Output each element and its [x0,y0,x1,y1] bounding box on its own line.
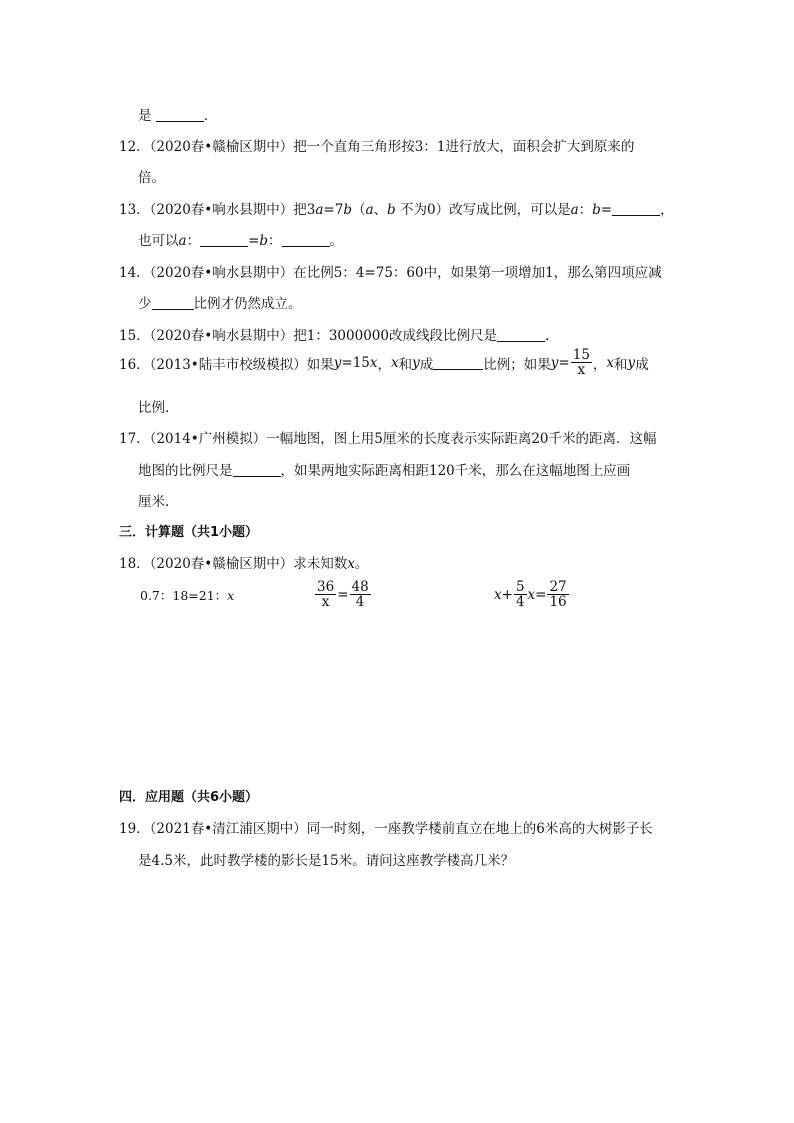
answer-blank[interactable] [433,356,483,370]
fraction: $\frac{48}{4}$ [351,579,369,611]
question-16-line-1: 16．（2013•陆丰市校级模拟）如果 y =15 x ， x 和 y 成 比例；如果 y = $\frac{15}{x}$ ， x 和 y 成 [119,347,649,379]
question-18: 18．（2020春•赣榆区期中）求未知数x。 [119,556,369,572]
answer-blank[interactable] [612,202,660,216]
equation-3: x + $\frac{5}{4}$ x = $\frac{27}{16}$ [494,579,567,611]
question-19-line-1: 19．（2021春•清江浦区期中）同一时刻，一座教学楼前直立在地上的6米高的大树影子长 [119,821,653,837]
fraction: $\frac{27}{16}$ [549,579,567,611]
question-16-line-2: 比例. [138,400,170,416]
question-14-line-2: 少 比例才仍然成立。 [138,296,302,312]
answer-blank[interactable] [282,233,330,247]
fraction: $\frac{15}{x}$ [572,347,590,379]
question-17-line-3: 厘米. [138,494,170,510]
section-heading-application: 四．应用题（共6小题） [119,790,259,805]
question-13-line-2: 也可以a： =b： 。 [138,233,344,249]
section-heading-calculation: 三．计算题（共1小题） [119,525,259,540]
fraction: $\frac{5}{4}$ [515,579,525,611]
answer-blank[interactable] [233,463,281,477]
question-12-line-2: 倍。 [138,170,165,186]
answer-blank[interactable] [152,296,194,310]
fraction: $\frac{36}{x}$ [317,579,335,611]
equation-1: 0.7：18=21： x [140,587,235,603]
question-14-line-1: 14．（2020春•响水县期中）在比例5：4=75：60中，如果第一项增加1，那么第四项应减 [119,265,662,281]
question-15: 15．（2020春•响水县期中）把1：3000000改成线段比例尺是 . [119,328,550,344]
question-19-line-2: 是4.5米，此时教学楼的影长是15米。请问这座教学楼高几米？ [138,853,515,869]
answer-blank[interactable] [200,233,248,247]
question-12-line-1: 12．（2020春•赣榆区期中）把一个直角三角形按3：1进行放大，面积会扩大到原来的 [119,139,635,155]
question-17-line-2: 地图的比例尺是 ，如果两地实际距离相距120千米，那么在这幅地图上应画 [138,463,631,479]
equation-2: $\frac{36}{x}$ = $\frac{48}{4}$ [317,579,369,611]
answer-blank[interactable] [156,108,204,122]
answer-blank[interactable] [497,328,545,342]
question-17-line-1: 17．（2014•广州模拟）一幅地图，图上用5厘米的长度表示实际距离20千米的距离．这幅 [119,431,657,447]
q11-tail: 是 . [138,108,209,124]
question-13-line-1: 13．（2020春•响水县期中）把3a=7b（a、b 不为0）改写成比例，可以是a：b= ， [119,202,674,218]
